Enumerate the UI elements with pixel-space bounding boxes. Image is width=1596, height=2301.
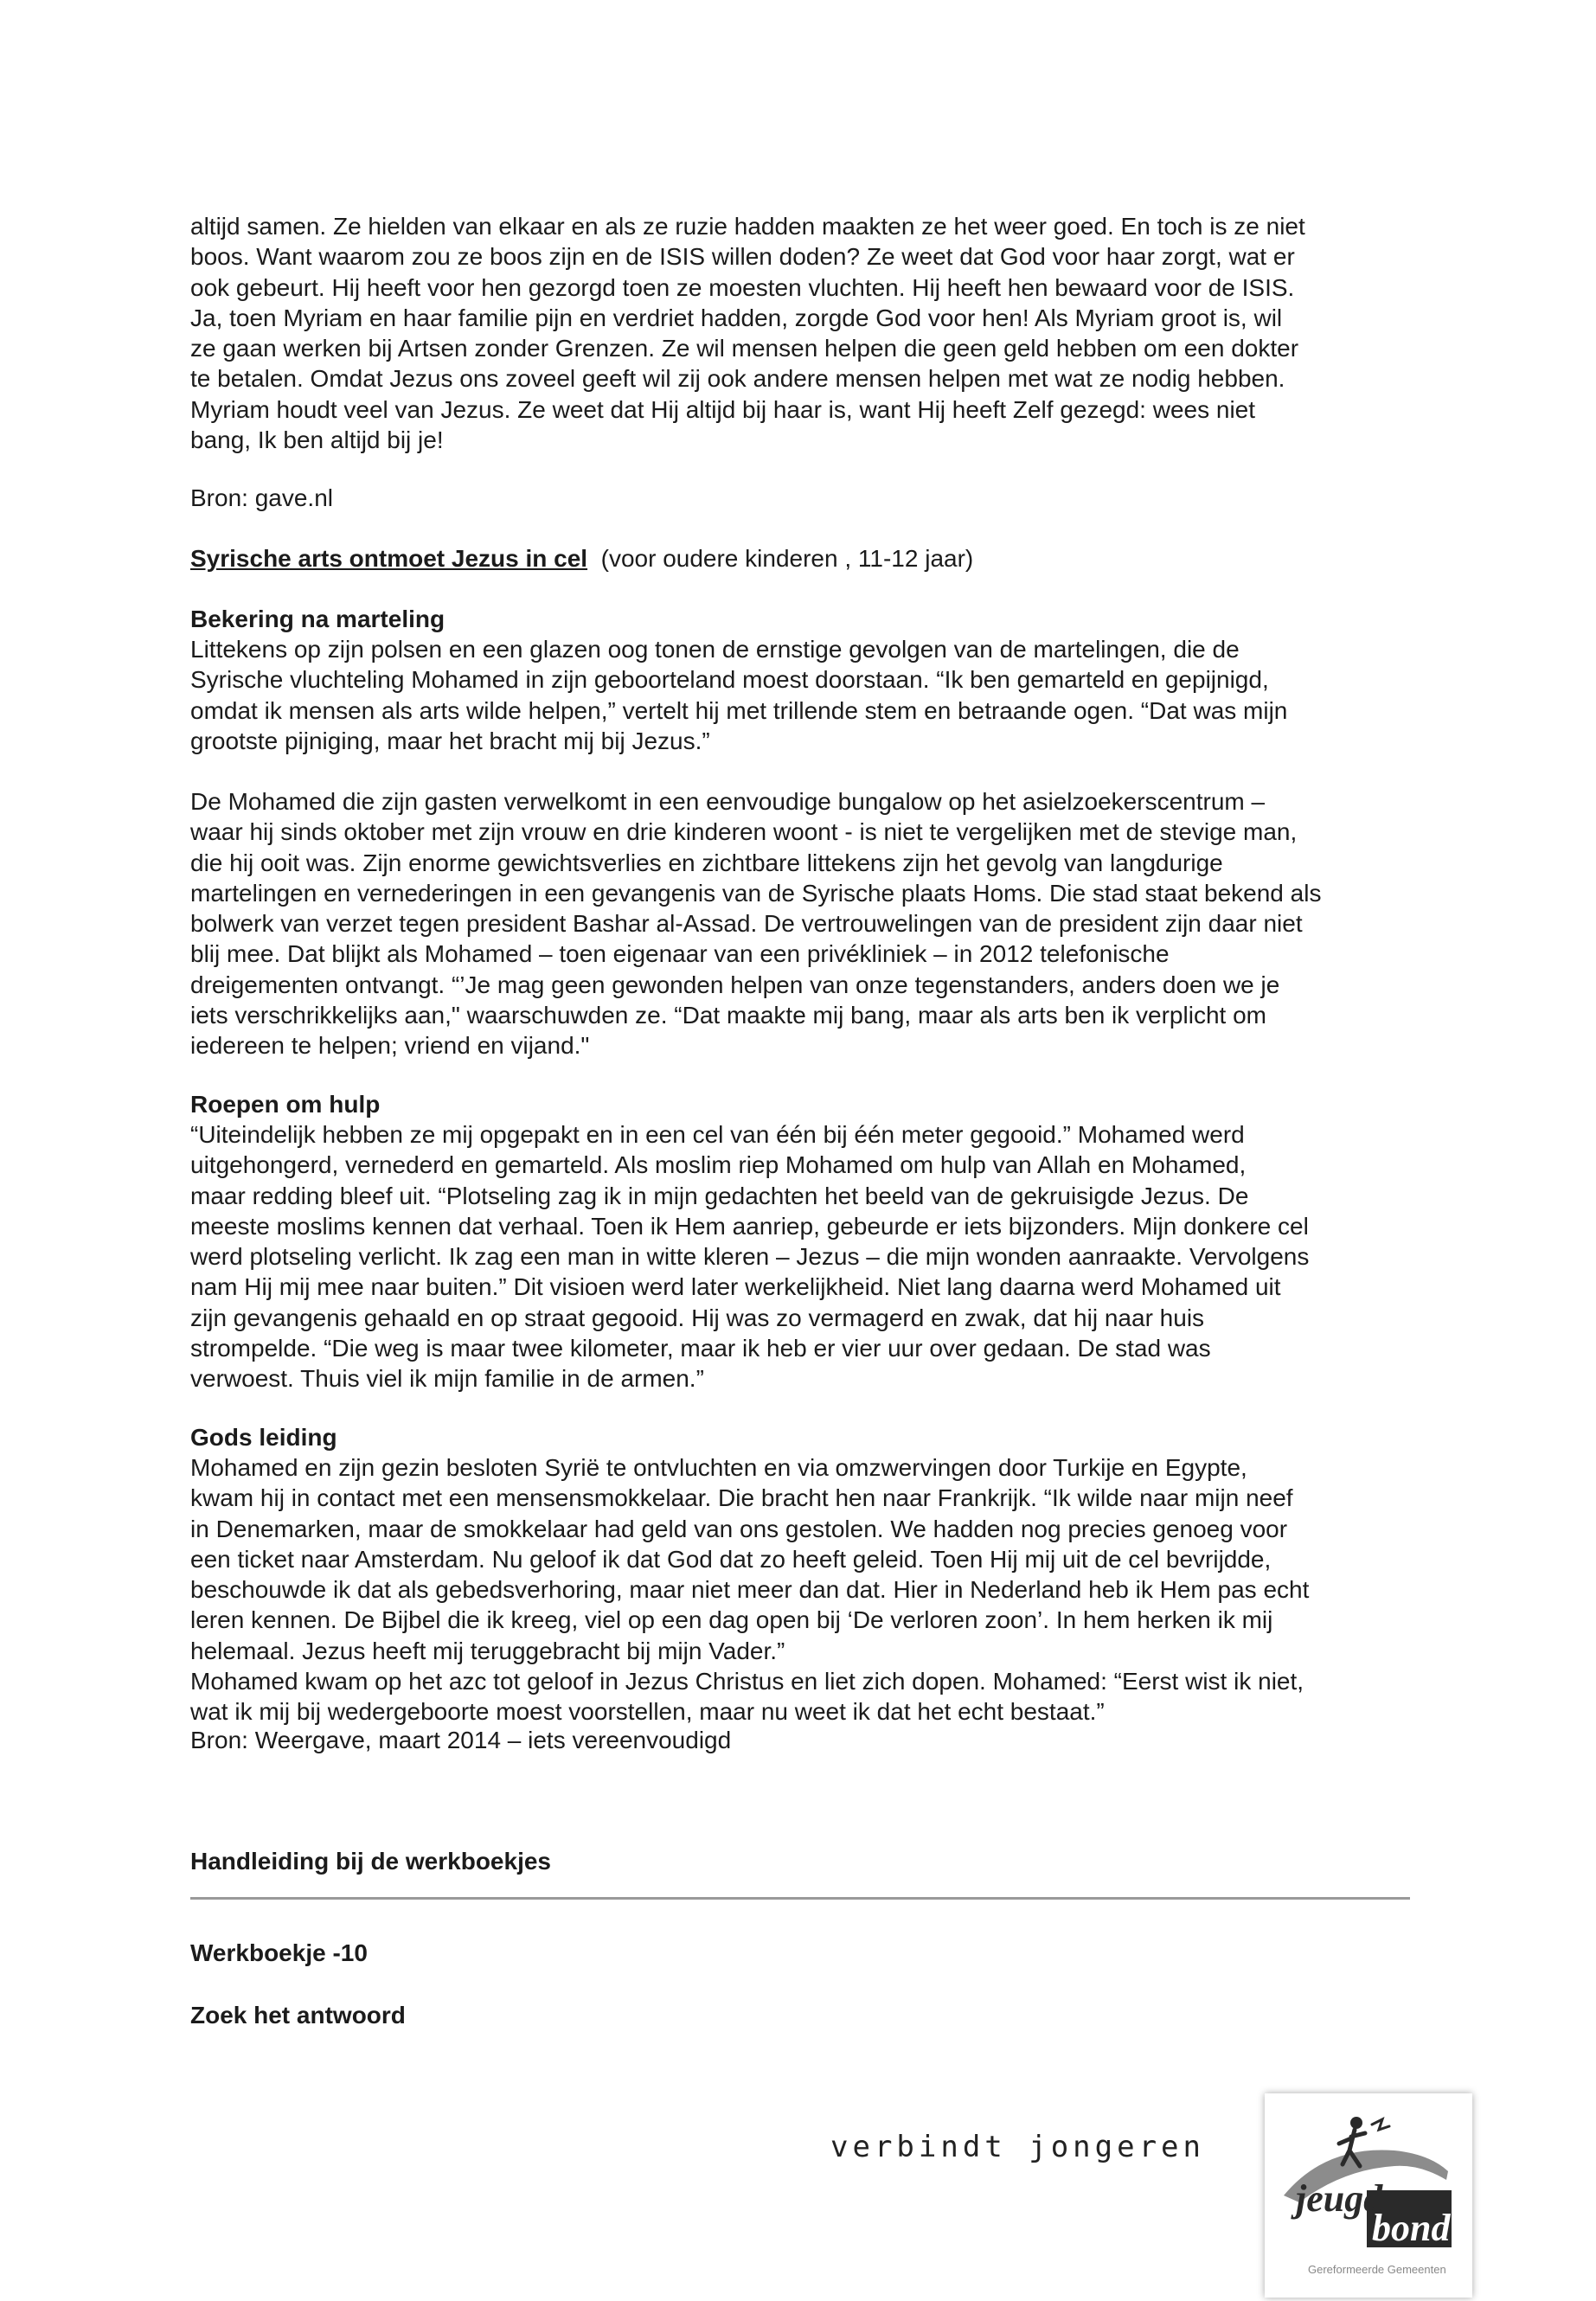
text-line: dreigementen ontvangt. “’Je mag geen gewonden helpen van onze tegenstanders, anders doen we je <box>190 971 1280 998</box>
text-line: De Mohamed die zijn gasten verwelkomt in een eenvoudige bungalow op het asielzoekerscentrum – <box>190 788 1266 815</box>
text-line: helemaal. Jezus heeft mij teruggebracht bij mijn Vader.” <box>190 1637 785 1664</box>
paragraph-bekering <box>190 634 1410 756</box>
text-line: “Uiteindelijk hebben ze mij opgepakt en in een cel van één bij één meter gegooid.” Mohamed werd <box>190 1121 1245 1148</box>
logo-subtitle: Gereformeerde Gemeenten <box>1308 2263 1446 2276</box>
story-title: Syrische arts ontmoet Jezus in cel <box>190 545 588 572</box>
text-line: Littekens op zijn polsen en een glazen oog tonen de ernstige gevolgen van de martelingen, die de <box>190 636 1240 663</box>
text-line: iets verschrikkelijks aan," waarschuwden ze. “Dat maakte mij bang, maar als arts ben ik verplicht om <box>190 1002 1266 1029</box>
paragraph-gods-leiding <box>190 1452 1410 1727</box>
text-line: beschouwde ik dat als gebedsverhoring, maar niet meer dan dat. Hier in Nederland heb ik Hem pas echt <box>190 1576 1310 1604</box>
text-line: wat ik mij bij wedergeboorte moest voorstellen, maar nu weet ik dat het echt bestaat.” <box>190 1698 1105 1726</box>
text-line: verwoest. Thuis viel ik mijn familie in de armen.” <box>190 1365 704 1393</box>
footer-slogan: verbindt jongeren <box>830 2130 1205 2164</box>
text-line: werd plotseling verlicht. Ik zag een man in witte kleren – Jezus – die mijn wonden aanraakte. Vervolgens <box>190 1243 1310 1271</box>
text-line: te betalen. Omdat Jezus ons zoveel geeft wil zij ook andere mensen helpen met wat ze nodig hebben. <box>190 365 1285 393</box>
text-line: iedereen te helpen; vriend en vijand." <box>190 1032 590 1060</box>
source-line-2: Bron: Weergave, maart 2014 – iets vereenvoudigd <box>190 1727 732 1753</box>
section-heading-gods-leiding: Gods leiding <box>190 1424 337 1451</box>
text-line: bang, Ik ben altijd bij je! <box>190 426 444 454</box>
logo-figure-head-icon <box>1350 2117 1362 2129</box>
manual-heading: Handleiding bij de werkboekjes <box>190 1848 551 1875</box>
text-line: Ja, toen Myriam en haar familie pijn en verdriet hadden, zorgde God voor hen! Als Myriam groot is, wil <box>190 304 1283 331</box>
text-line: maar redding bleef uit. “Plotseling zag ik in mijn gedachten het beeld van de gekruisigde Jezus. De <box>190 1182 1249 1209</box>
text-line: strompelde. “Die weg is maar twee kilometer, maar ik heb er vier uur over gedaan. De stad was <box>190 1335 1211 1362</box>
story-title-line <box>190 543 1410 574</box>
logo-word-jeugd: jeugd <box>1296 2177 1383 2220</box>
jeugdbond-logo <box>1265 2093 1472 2298</box>
text-line: Myriam houdt veel van Jezus. Ze weet dat Hij altijd bij haar is, want Hij heeft Zelf gezegd: wees niet <box>190 395 1256 423</box>
text-line: in Denemarken, maar de smokkelaar had geld van ons gestolen. We hadden nog precies genoeg voor <box>190 1515 1288 1542</box>
logo-bird-icon <box>1372 2119 1389 2130</box>
text-line: boos. Want waarom zou ze boos zijn en de ISIS willen doden? Ze weet dat God voor haar zorgt, wat er <box>190 243 1295 271</box>
text-line: omdat ik mensen als arts wilde helpen,” vertelt hij met trillende stem en betraande ogen. “Dat was mijn <box>190 696 1288 724</box>
section-heading-bekering: Bekering na marteling <box>190 606 445 632</box>
text-line: altijd samen. Ze hielden van elkaar en als ze ruzie hadden maakten ze het weer goed. En toch is ze niet <box>190 213 1305 240</box>
text-line: ook gebeurt. Hij heeft voor hen gezorgd toen ze moesten vluchten. Hij heeft hen bewaard voor de ISIS. <box>190 273 1295 301</box>
text-line: uitgehongerd, vernederd en gemarteld. Als moslim riep Mohamed om hulp van Allah en Mohamed, <box>190 1151 1247 1179</box>
text-line: waar hij sinds oktober met zijn vrouw en drie kinderen woont - is niet te vergelijken met de stevige man, <box>190 818 1298 846</box>
text-line: nam Hij mij mee naar buiten.” Dit visioen werd later werkelijkheid. Niet lang daarna werd Mohamed uit <box>190 1273 1281 1301</box>
logo-word-bond: bond <box>1372 2207 1451 2249</box>
text-line: zijn gevangenis gehaald en op straat gegooid. Hij was zo vermagerd en zwak, dat hij naar huis <box>190 1304 1205 1331</box>
workbook-heading: Werkboekje -10 <box>190 1939 368 1966</box>
text-line: Syrische vluchteling Mohamed in zijn geboorteland moest doorstaan. “Ik ben gemarteld en gepijnigd, <box>190 666 1269 694</box>
section-heading-roepen: Roepen om hulp <box>190 1091 381 1118</box>
horizontal-divider <box>190 1897 1410 1900</box>
text-line: leren kennen. De Bijbel die ik kreeg, viel op een dag open bij ‘De verloren zoon’. In hem herken ik mij <box>190 1606 1273 1634</box>
text-line: martelingen en vernederingen in een gevangenis van de Syrische plaats Homs. Die stad staat bekend als <box>190 879 1322 907</box>
text-line: ze gaan werken bij Artsen zonder Grenzen. Ze wil mensen helpen die geen geld hebben om een dokter <box>190 335 1299 362</box>
text-line: meeste moslims kennen dat verhaal. Toen ik Hem aanriep, gebeurde er iets bijzonders. Mijn donkere cel <box>190 1212 1309 1240</box>
answer-heading: Zoek het antwoord <box>190 2002 406 2029</box>
text-line: Mohamed en zijn gezin besloten Syrië te ontvluchten en via omzwervingen door Turkije en Egypte, <box>190 1454 1247 1481</box>
text-line: bolwerk van verzet tegen president Bashar al-Assad. De vertrouwelingen van de president zijn daar niet <box>190 910 1303 938</box>
source-line-1: Bron: gave.nl <box>190 484 333 511</box>
text-line: die hij ooit was. Zijn enorme gewichtsverlies en zichtbare littekens zijn het gevolg van langdurige <box>190 849 1223 876</box>
text-line: een ticket naar Amsterdam. Nu geloof ik dat God dat zo heeft geleid. Toen Hij mij uit de cel bevrijdde, <box>190 1545 1272 1573</box>
story-age-note: (voor oudere kinderen , 11-12 jaar) <box>600 545 974 572</box>
text-line: Mohamed kwam op het azc tot geloof in Jezus Christus en liet zich dopen. Mohamed: “Eerst wist ik niet, <box>190 1668 1304 1695</box>
text-line: grootste pijniging, maar het bracht mij bij Jezus.” <box>190 727 710 754</box>
intro-paragraph <box>190 211 1410 455</box>
text-line: kwam hij in contact met een mensensmokkelaar. Die bracht hen naar Frankrijk. “Ik wilde naar mijn neef <box>190 1484 1293 1512</box>
paragraph-mohamed <box>190 786 1410 1061</box>
paragraph-roepen <box>190 1119 1410 1394</box>
text-line: blij mee. Dat blijkt als Mohamed – toen eigenaar van een privékliniek – in 2012 telefonische <box>190 940 1170 968</box>
